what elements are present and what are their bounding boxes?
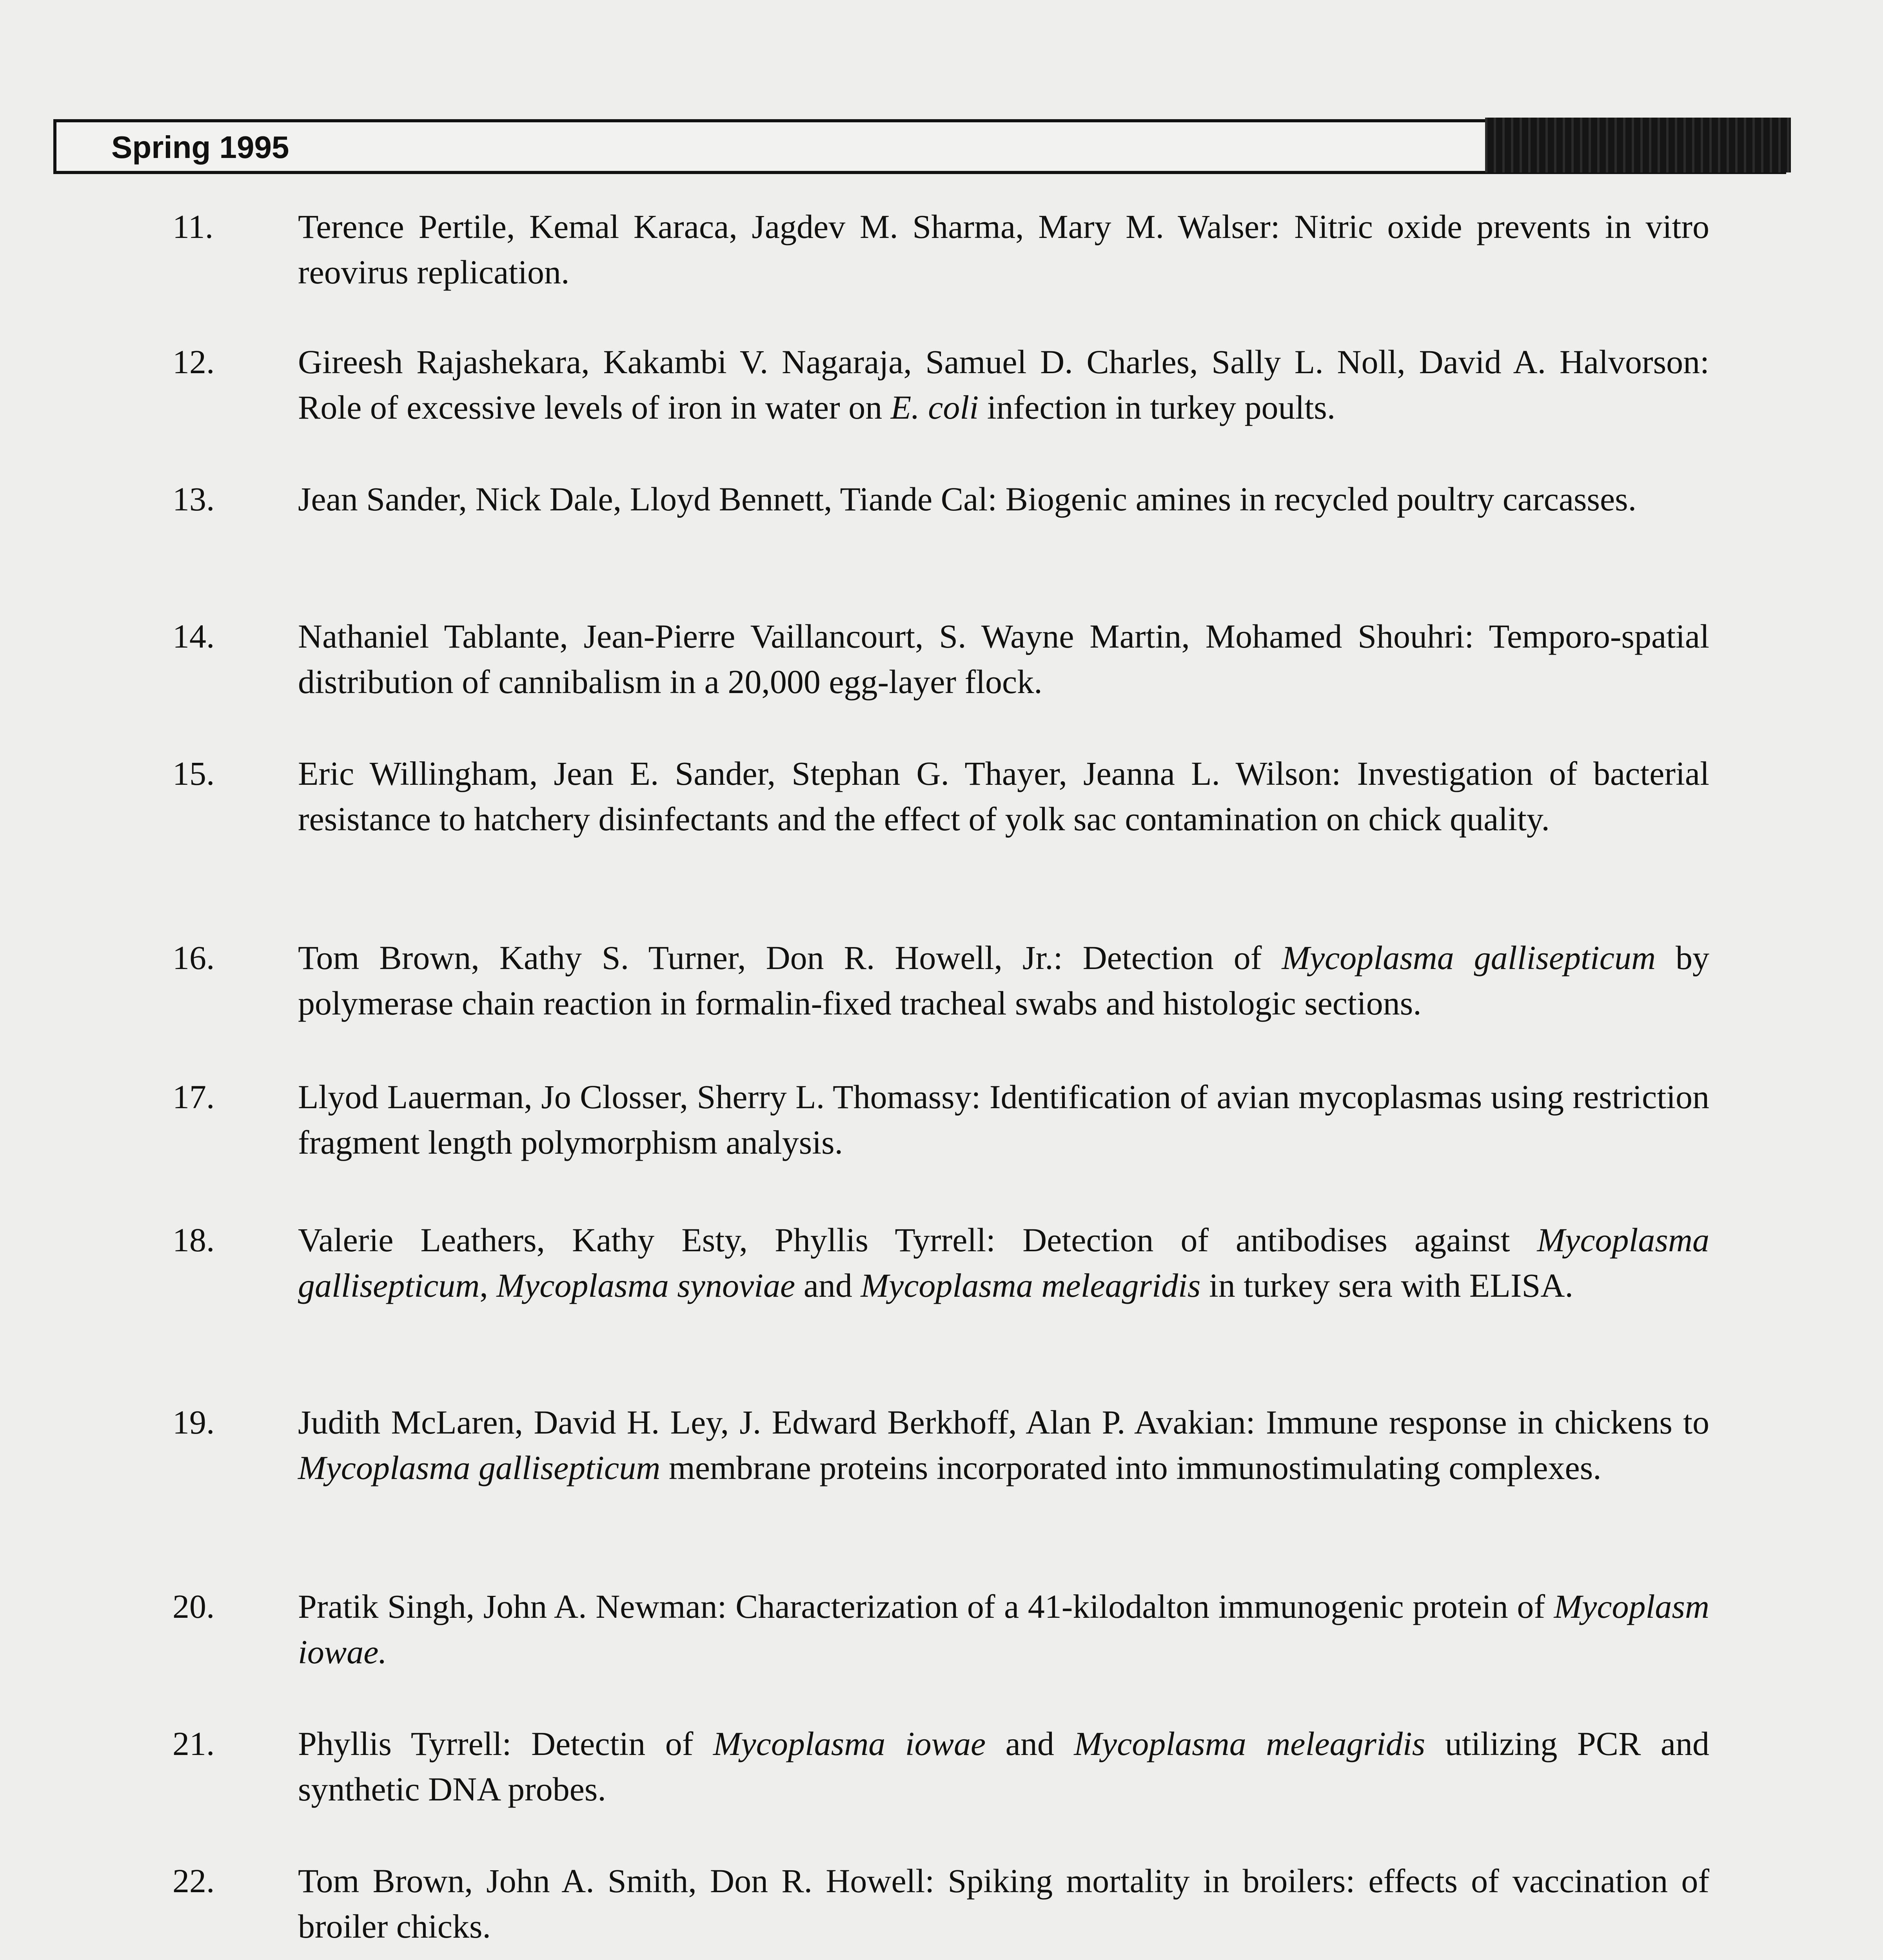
entry-number: 19. (173, 1403, 215, 1441)
species-name: Mycoplasma meleagridis (861, 1267, 1201, 1304)
entry-text-segment: by polymerase chain reaction in formalin-fixed tracheal swabs and histologic sections. (298, 939, 1709, 1022)
entry-text-segment: Jean Sander, Nick Dale, Lloyd Bennett, Tiande Cal: Biogenic amines in recycled poultry carcasses. (298, 480, 1637, 518)
entry-text-segment: Gireesh Rajashekara, Kakambi V. Nagaraja, Samuel D. Charles, Sally L. Noll, David A. Halvorson: Role of excessive levels of iron in water on (298, 343, 1709, 426)
entry-text-segment: Nathaniel Tablante, Jean-Pierre Vaillancourt, S. Wayne Martin, Mohamed Shouhri: Temporo-spatial distribution of cannibalism in a 20,000 egg-layer flock. (298, 617, 1709, 701)
entry-number: 14. (173, 617, 215, 655)
species-name: Mycoplasma gallisepticum (298, 1221, 1709, 1304)
issue-label: Spring 1995 (111, 130, 289, 165)
entry-text (298, 935, 1709, 1026)
entry-text (298, 1399, 1709, 1490)
entry-number: 12. (173, 343, 215, 381)
species-name: Mycoplasma gallisepticum (298, 1449, 661, 1486)
entry-text-segment: Eric Willingham, Jean E. Sander, Stephan G. Thayer, Jeanna L. Wilson: Investigation of bacterial resistance to hatchery disinfectants and the effect of yolk sac contamination on chick quality. (298, 755, 1709, 838)
entry-text (298, 1721, 1709, 1812)
species-name: Mycoplasma synoviae (496, 1267, 795, 1304)
entry-text (298, 1217, 1709, 1308)
entry-number: 21. (173, 1725, 215, 1762)
entry-text-segment: Tom Brown, John A. Smith, Don R. Howell: Spiking mortality in broilers: effects of vaccination of broiler chicks. (298, 1862, 1709, 1945)
entry-text (298, 1074, 1709, 1165)
entry-text (298, 1858, 1709, 1949)
entry-number: 22. (173, 1862, 215, 1900)
entry-text-segment: in turkey sera with ELISA. (1200, 1267, 1573, 1304)
entry-text (298, 204, 1709, 295)
entry-text (298, 751, 1709, 842)
species-name: Mycoplasma iowae (713, 1725, 986, 1762)
entry-number: 11. (173, 208, 214, 245)
entry-number: 15. (173, 755, 215, 792)
entry-text (298, 613, 1709, 704)
entry-text-segment: Llyod Lauerman, Jo Closser, Sherry L. Thomassy: Identification of avian mycoplasmas using restriction fragment length polymorphism analysis. (298, 1078, 1709, 1161)
entry-text-segment: and (795, 1267, 861, 1304)
entry-text (298, 476, 1709, 522)
species-name: Mycoplasma gallisepticum (1282, 939, 1656, 976)
species-name: E. coli (890, 388, 979, 426)
entry-text-segment: Phyllis Tyrrell: Detectin of (298, 1725, 713, 1762)
entry-text-segment: membrane proteins incorporated into immunostimulating complexes. (660, 1449, 1602, 1486)
entry-number: 13. (173, 480, 215, 518)
entry-text-segment: Judith McLaren, David H. Ley, J. Edward Berkhoff, Alan P. Avakian: Immune response in chickens to (298, 1403, 1709, 1441)
entry-text-segment: Tom Brown, Kathy S. Turner, Don R. Howell, Jr.: Detection of (298, 939, 1282, 976)
entry-text-segment: and (986, 1725, 1074, 1762)
entry-text (298, 1584, 1709, 1675)
entry-text-segment: , (479, 1267, 497, 1304)
entry-text-segment: Pratik Singh, John A. Newman: Characterization of a 41-kilodalton immunogenic protein of (298, 1588, 1554, 1625)
header-decorative-block (1485, 118, 1791, 172)
entry-text-segment: Terence Pertile, Kemal Karaca, Jagdev M. Sharma, Mary M. Walser: Nitric oxide prevents in vitro reovirus replication. (298, 208, 1709, 291)
entry-text (298, 339, 1709, 430)
species-name: Mycoplasm iowae. (298, 1588, 1709, 1671)
entry-number: 20. (173, 1588, 215, 1625)
header-bar (53, 119, 1786, 174)
entry-text-segment: infection in turkey poults. (979, 388, 1336, 426)
entry-text-segment: utilizing PCR and synthetic DNA probes. (298, 1725, 1710, 1808)
entry-number: 18. (173, 1221, 215, 1259)
species-name: Mycoplasma meleagridis (1074, 1725, 1425, 1762)
entry-text-segment: Valerie Leathers, Kathy Esty, Phyllis Tyrrell: Detection of antibodises against (298, 1221, 1537, 1259)
entry-number: 17. (173, 1078, 215, 1116)
entry-number: 16. (173, 939, 215, 976)
